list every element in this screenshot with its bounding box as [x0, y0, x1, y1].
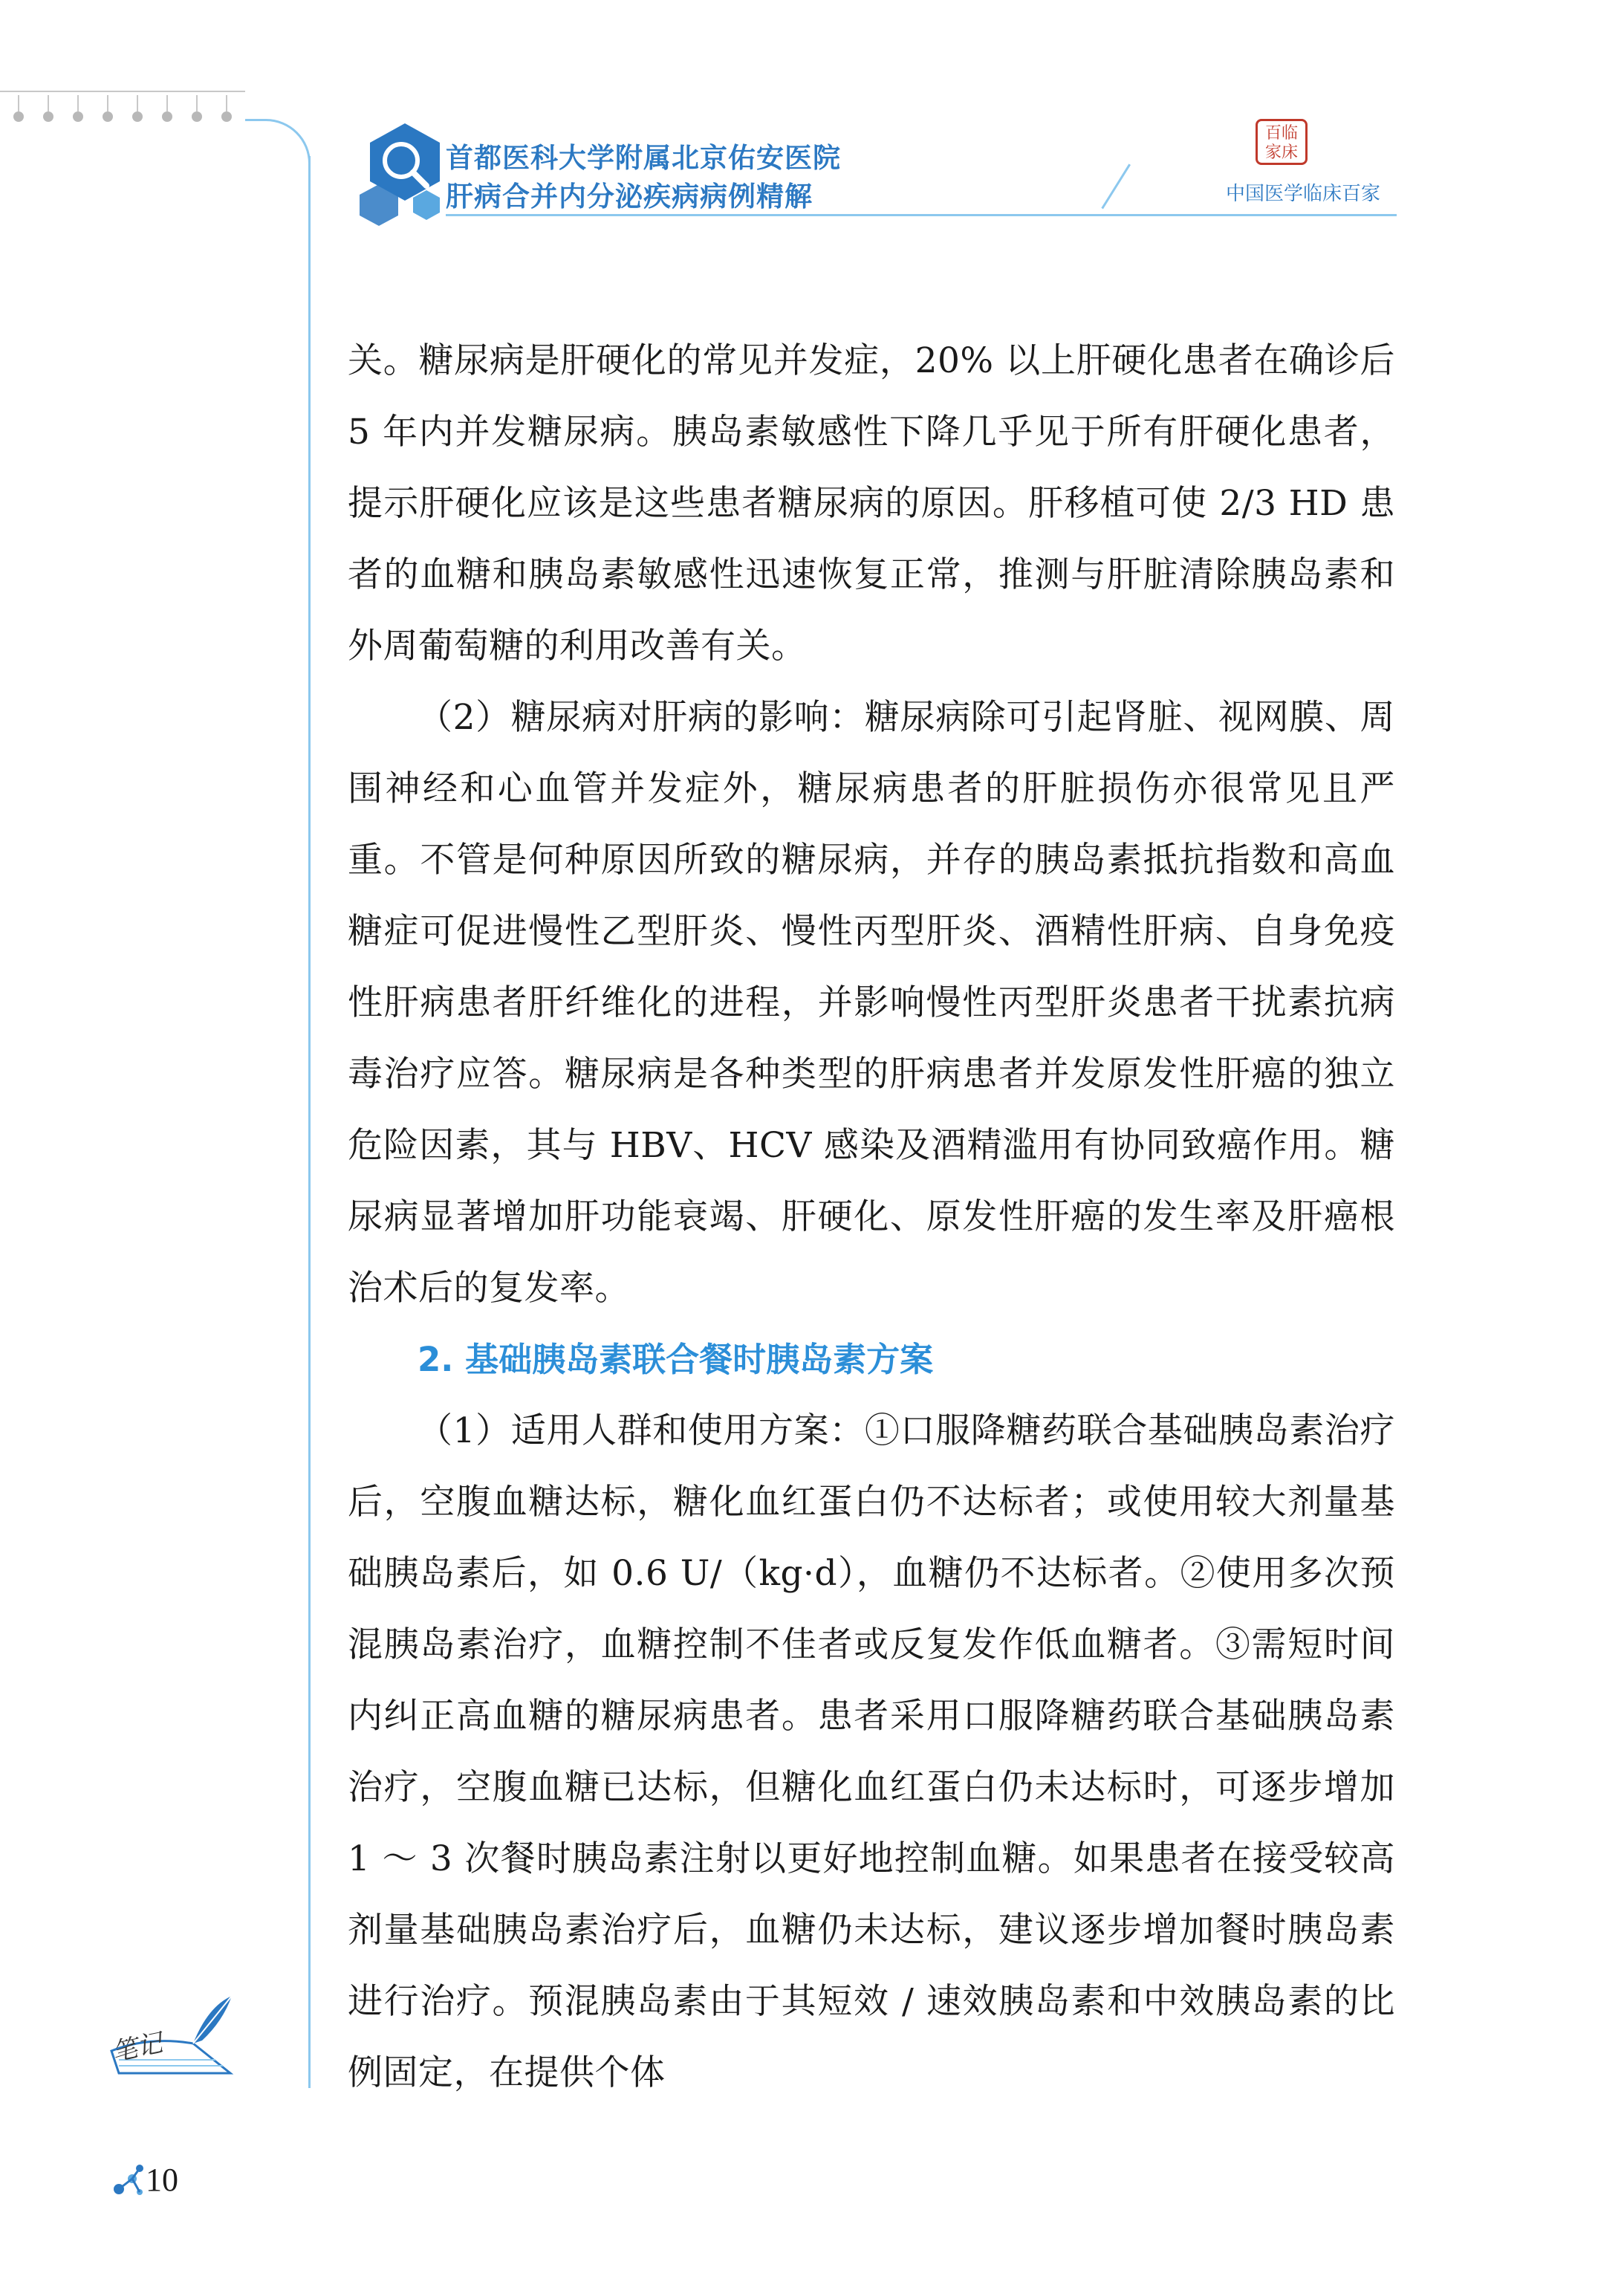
- binding-dot: [43, 111, 53, 122]
- margin-curve: [245, 119, 311, 186]
- page-header: [349, 119, 1389, 230]
- header-slant-rule: [1101, 163, 1131, 209]
- binding-dot: [132, 111, 143, 122]
- body-paragraph-continued: 关。糖尿病是肝硬化的常见并发症，20% 以上肝硬化患者在确诊后 5 年内并发糖尿病。胰岛素敏感性下降几乎见于所有肝硬化患者，提示肝硬化应该是这些患者糖尿病的原因。肝移植可使 2/3 HD 患者的血糖和胰岛素敏感性迅速恢复正常，推测与肝脏清除胰岛素和外周葡萄糖的利用改善有关。: [348, 340, 1395, 667]
- notes-label: 笔记: [109, 2028, 166, 2068]
- binding-dot: [162, 111, 172, 122]
- header-rule: [446, 214, 1397, 216]
- binding-dot: [13, 111, 24, 122]
- binding-line: [0, 91, 245, 92]
- header-hospital-title: 首都医科大学附属北京佑安医院: [446, 142, 841, 174]
- series-seal-logo: [1256, 119, 1308, 165]
- header-series-name: 中国医学临床百家: [1226, 183, 1381, 205]
- binding-dots: [0, 111, 245, 156]
- header-book-title: 肝病合并内分泌疾病病例精解: [446, 181, 813, 213]
- binding-dot: [221, 111, 232, 122]
- body-paragraph-diabetes-effect: （2）糖尿病对肝病的影响：糖尿病除可引起肾脏、视网膜、周围神经和心血管并发症外，糖尿病患者的肝脏损伤亦很常见且严重。不管是何种原因所致的糖尿病，并存的胰岛素抵抗指数和高血糖症可促进慢性乙型肝炎、慢性丙型肝炎、酒精性肝病、自身免疫性肝病患者肝纤维化的进程，并影响慢性丙型肝炎患者干扰素抗病毒治疗应答。糖尿病是各种类型的肝病患者并发原发性肝癌的独立危险因素，其与 HBV、HCV 感染及酒精滥用有协同致癌作用。糖尿病显著增加肝功能衰竭、肝硬化、原发性肝癌的发生率及肝癌根治术后的复发率。: [348, 697, 1395, 1309]
- binding-dot: [192, 111, 202, 122]
- molecule-page-icon: [110, 2162, 146, 2198]
- body-paragraph-indications: （1）适用人群和使用方案：①口服降糖药联合基础胰岛素治疗后，空腹血糖达标，糖化血红蛋白仍不达标者；或使用较大剂量基础胰岛素后，如 0.6 U/（kg·d），血糖仍不达标者。②使用多次预混胰岛素治疗，血糖控制不佳者或反复发作低血糖者。③需短时间内纠正高血糖的糖尿病患者。患者采用口服降糖药联合基础胰岛素治疗，空腹血糖已达标，但糖化血红蛋白仍未达标时，可逐步增加 1 ～ 3 次餐时胰岛素注射以更好地控制血糖。如果患者在接受较高剂量基础胰岛素治疗后，血糖仍未达标，建议逐步增加餐时胰岛素进行治疗。预混胰岛素由于其短效 / 速效胰岛素和中效胰岛素的比例固定，在提供个体: [348, 1410, 1395, 2093]
- page-number: 10: [146, 2162, 178, 2198]
- binding-dot: [73, 111, 83, 122]
- seal-text-top: 百临: [1264, 124, 1298, 143]
- seal-text-bottom: 家床: [1264, 143, 1298, 162]
- hexagon-microscope-logo-icon: [349, 119, 461, 230]
- page-body: [348, 325, 1395, 2109]
- binding-dot: [103, 111, 113, 122]
- section-heading: 2. 基础胰岛素联合餐时胰岛素方案: [418, 1340, 934, 1379]
- margin-line: [308, 156, 311, 2088]
